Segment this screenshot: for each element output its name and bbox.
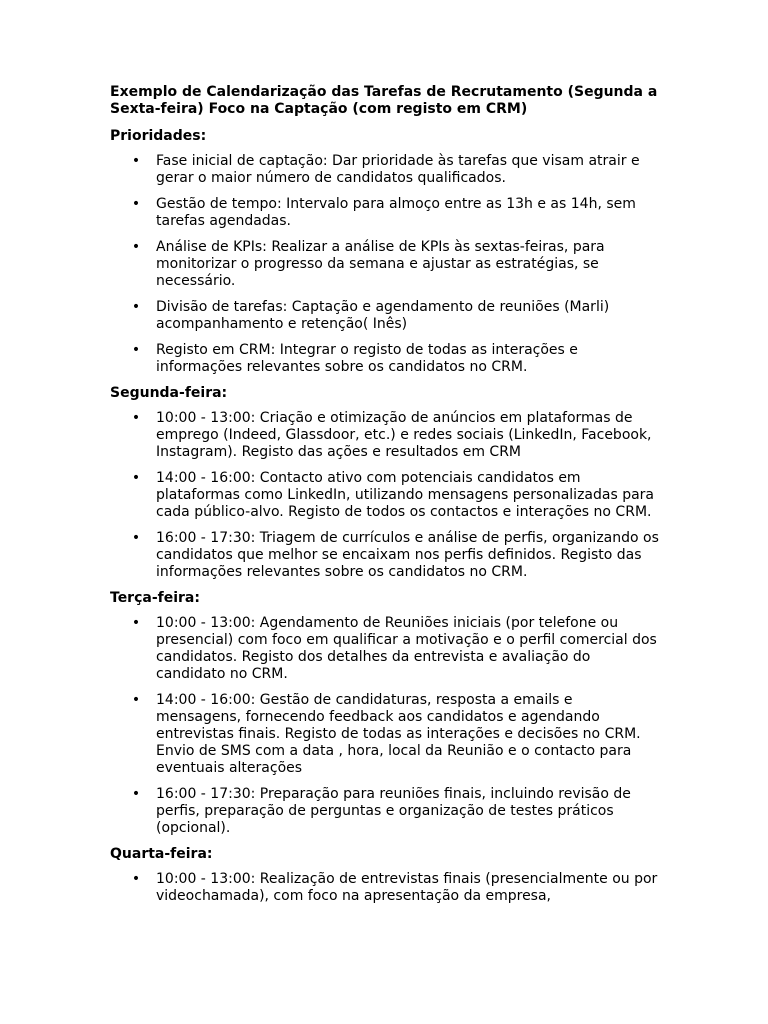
list-item (110, 196, 662, 230)
bullet-icon: • (131, 239, 141, 255)
document-page (110, 84, 662, 914)
bullet-icon: • (131, 786, 141, 802)
bullet-icon: • (131, 530, 141, 546)
bullet-icon: • (131, 470, 141, 486)
list-item (110, 530, 662, 581)
section-terca-feira (110, 590, 662, 837)
bullet-icon: • (131, 692, 141, 708)
bullet-icon: • (131, 299, 141, 315)
list-item (110, 153, 662, 187)
bullet-list (110, 153, 662, 376)
list-item-text: 10:00 - 13:00: Agendamento de Reuniões iniciais (por telefone ou presencial) com foco em qualificar a motivação e o perfil comercial dos candidatos. Registo dos detalhes da entrevista e avaliação do candidato no CRM. (156, 615, 657, 682)
bullet-icon: • (131, 196, 141, 212)
list-item-text: 16:00 - 17:30: Triagem de currículos e análise de perfis, organizando os candidatos que melhor se encaixam nos perfis definidos. Registo das informações relevantes sobre os candidatos no CRM. (156, 530, 659, 580)
list-item (110, 786, 662, 837)
bullet-list (110, 871, 662, 905)
bullet-list (110, 410, 662, 581)
list-item-text: 14:00 - 16:00: Contacto ativo com potenciais candidatos em plataformas como LinkedIn, utilizando mensagens personalizadas para cada público-alvo. Registo de todos os contactos e interações no CRM. (156, 470, 655, 520)
list-item (110, 871, 662, 905)
bullet-icon: • (131, 871, 141, 887)
list-item (110, 299, 662, 333)
document-title: Exemplo de Calendarização das Tarefas de Recrutamento (Segunda a Sexta-feira) Foco na Captação (com registo em CRM) (110, 84, 658, 117)
list-item (110, 470, 662, 521)
section-segunda-feira (110, 385, 662, 581)
section-prioridades (110, 128, 662, 376)
list-item-text: 14:00 - 16:00: Gestão de candidaturas, resposta a emails e mensagens, fornecendo feedback aos candidatos e agendando entrevistas finais. Registo de todas as interações e decisões no CRM. Envio de SMS com a data , hora, local da Reunião e o contacto para eventuais alterações (156, 692, 641, 776)
list-item-text: 10:00 - 13:00: Criação e otimização de anúncios em plataformas de emprego (Indeed, Glassdoor, etc.) e redes sociais (LinkedIn, Facebook, Instagram). Registo das ações e resultados em CRM (156, 410, 652, 460)
list-item (110, 615, 662, 683)
list-item (110, 239, 662, 290)
section-heading: Prioridades: (110, 128, 207, 144)
list-item-text: Gestão de tempo: Intervalo para almoço entre as 13h e as 14h, sem tarefas agendadas. (156, 196, 636, 229)
section-heading: Quarta-feira: (110, 846, 213, 862)
section-quarta-feira (110, 846, 662, 905)
bullet-list (110, 615, 662, 837)
list-item (110, 692, 662, 777)
bullet-icon: • (131, 153, 141, 169)
list-item-text: Divisão de tarefas: Captação e agendamento de reuniões (Marli) acompanhamento e retenção( Inês) (156, 299, 610, 332)
list-item (110, 342, 662, 376)
list-item-text: 10:00 - 13:00: Realização de entrevistas finais (presencialmente ou por videochamada), com foco na apresentação da empresa, (156, 871, 658, 904)
list-item (110, 410, 662, 461)
list-item-text: 16:00 - 17:30: Preparação para reuniões finais, incluindo revisão de perfis, preparação de perguntas e organização de testes práticos (opcional). (156, 786, 631, 836)
bullet-icon: • (131, 410, 141, 426)
bullet-icon: • (131, 615, 141, 631)
list-item-text: Registo em CRM: Integrar o registo de todas as interações e informações relevantes sobre os candidatos no CRM. (156, 342, 578, 375)
section-heading: Terça-feira: (110, 590, 200, 606)
list-item-text: Análise de KPIs: Realizar a análise de KPIs às sextas-feiras, para monitorizar o progresso da semana e ajustar as estratégias, se necessário. (156, 239, 605, 289)
bullet-icon: • (131, 342, 141, 358)
list-item-text: Fase inicial de captação: Dar prioridade às tarefas que visam atrair e gerar o maior número de candidatos qualificados. (156, 153, 640, 186)
section-heading: Segunda-feira: (110, 385, 228, 401)
